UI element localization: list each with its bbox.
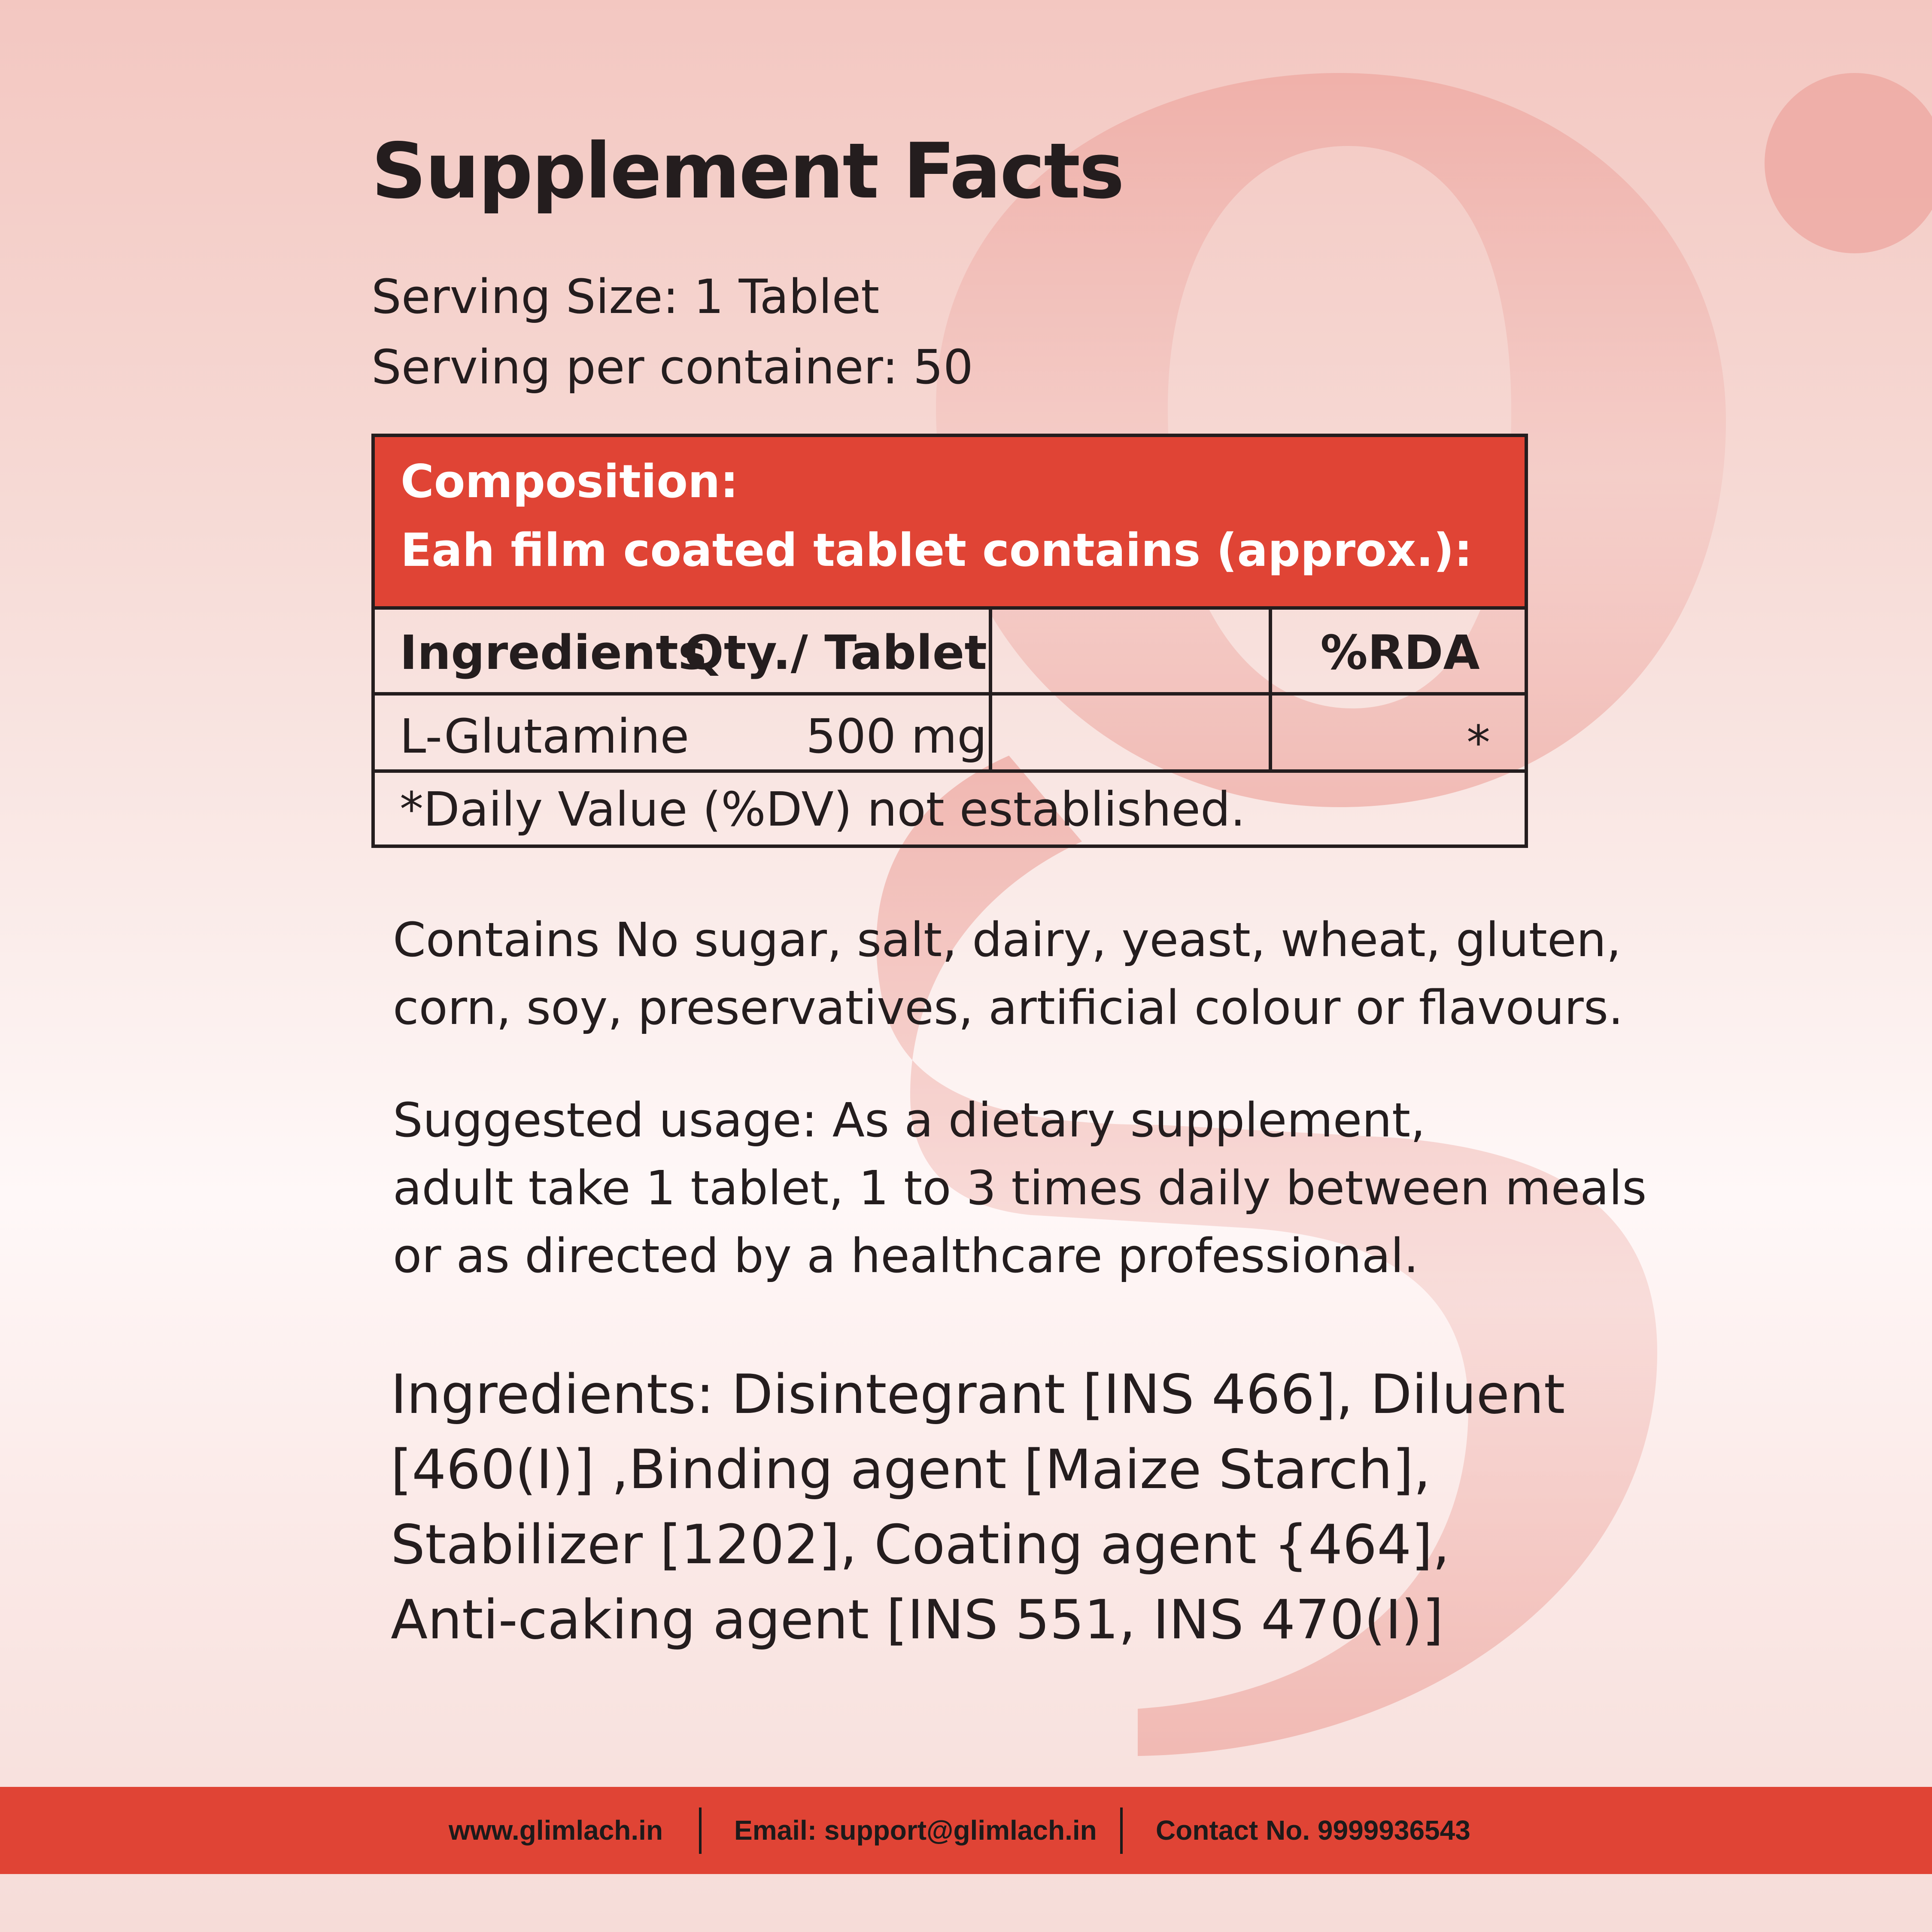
composition-subtitle: Eah film coated tablet contains (approx.): xyxy=(401,524,1473,577)
allergen-statement xyxy=(393,906,1623,1042)
ingredient-qty: 500 mg xyxy=(806,709,987,764)
table-row xyxy=(375,696,1525,773)
composition-table xyxy=(371,434,1528,848)
website-link[interactable]: www.glimlach.in xyxy=(449,1815,663,1846)
daily-value-note: *Daily Value (%DV) not established. xyxy=(400,782,1245,837)
column-header-qty: Qty./ Tablet xyxy=(683,625,987,680)
column-header-ingredients: Ingredients xyxy=(400,625,707,680)
usage-line: or as directed by a healthcare professional. xyxy=(393,1228,1419,1283)
page-title: Supplement Facts xyxy=(371,127,1124,216)
allergen-line: corn, soy, preservatives, artificial colour or flavours. xyxy=(393,980,1624,1035)
ingredient-rda: * xyxy=(1467,715,1490,770)
ingredients-line: Ingredients: Disintegrant [INS 466], Diluent xyxy=(391,1363,1565,1426)
footer-bar xyxy=(0,1787,1932,1874)
ingredients-line: Anti-caking agent [INS 551, INS 470(I)] xyxy=(391,1588,1444,1651)
ingredients-line: [460(I)] ,Binding agent [Maize Starch], xyxy=(391,1438,1431,1501)
column-divider xyxy=(989,610,992,773)
composition-header xyxy=(375,437,1525,610)
contact-number[interactable]: Contact No. 9999936543 xyxy=(1156,1815,1470,1846)
footer-divider xyxy=(699,1807,702,1854)
composition-title: Composition: xyxy=(401,455,738,508)
footer-divider xyxy=(1120,1807,1123,1854)
servings-per-container: Serving per container: 50 xyxy=(371,340,973,395)
column-divider xyxy=(1269,610,1272,773)
ingredient-name: L-Glutamine xyxy=(400,709,690,764)
column-header-rda: %RDA xyxy=(1320,625,1480,680)
ingredients-list xyxy=(391,1357,1565,1657)
table-header-row xyxy=(375,610,1525,696)
ingredients-line: Stabilizer [1202], Coating agent {464], xyxy=(391,1513,1450,1576)
email-link[interactable]: Email: support@glimlach.in xyxy=(734,1815,1097,1846)
suggested-usage xyxy=(393,1086,1646,1290)
allergen-line: Contains No sugar, salt, dairy, yeast, wheat, gluten, xyxy=(393,912,1622,967)
usage-line: Suggested usage: As a dietary supplement, xyxy=(393,1093,1426,1148)
serving-size: Serving Size: 1 Tablet xyxy=(371,269,880,324)
table-note-row xyxy=(375,773,1525,848)
usage-line: adult take 1 tablet, 1 to 3 times daily between meals xyxy=(393,1160,1647,1215)
